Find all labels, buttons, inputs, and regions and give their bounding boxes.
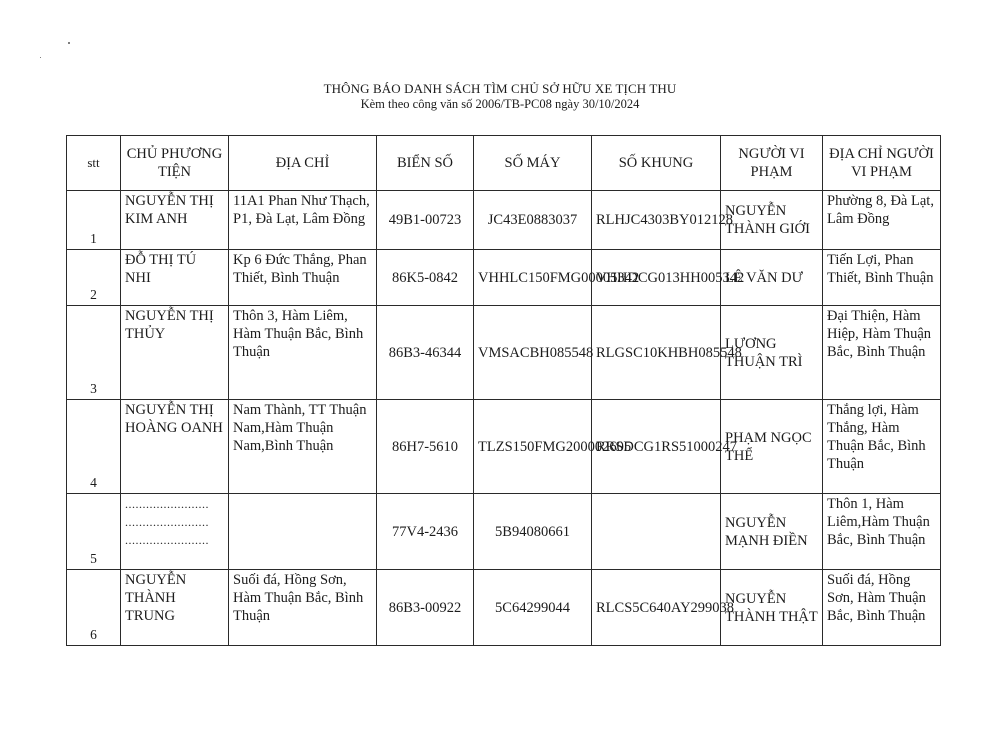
cell-plate: 77V4-2436 [377,494,474,570]
cell-violator: LƯƠNG THUẬN TRÌ [721,306,823,400]
document-subtitle: Kèm theo công văn số 2006/TB-PC08 ngày 30/10/2024 [360,97,640,111]
cell-stt: 2 [67,250,121,306]
table-row [67,494,941,570]
cell-owner: NGUYỄN THỊ KIM ANH [121,191,229,250]
cell-violator-address: Thôn 1, Hàm Liêm,Hàm Thuận Bắc, Bình Thuận [823,494,941,570]
cell-address: Thôn 3, Hàm Liêm, Hàm Thuận Bắc, Bình Thuận [229,306,377,400]
table-row [67,250,941,306]
cell-violator: PHẠM NGỌC THỂ [721,400,823,494]
owner-placeholder-line: ........................ [125,515,209,529]
cell-stt: 6 [67,570,121,646]
cell-violator: NGUYỄN MẠNH ĐIỀN [721,494,823,570]
cell-violator-address: Tiến Lợi, Phan Thiết, Bình Thuận [823,250,941,306]
cell-violator-address: Thắng lợi, Hàm Thắng, Hàm Thuận Bắc, Bình Thuận [823,400,941,494]
table-row [67,191,941,250]
cell-stt: 4 [67,400,121,494]
cell-frame [592,494,721,570]
cell-stt: 3 [67,306,121,400]
cell-plate: 86B3-00922 [377,570,474,646]
cell-plate: 86B3-46344 [377,306,474,400]
cell-violator: NGUYỄN THÀNH GIỚI [721,191,823,250]
header-address: ĐỊA CHỈ [229,136,377,191]
document-title: THÔNG BÁO DANH SÁCH TÌM CHỦ SỞ HỮU XE TỊCH THU [323,81,677,96]
table-header-row [67,136,941,191]
cell-plate: 49B1-00723 [377,191,474,250]
cell-address [229,494,377,570]
table-row [67,570,941,646]
header-violator-address: ĐỊA CHỈ NGƯỜI VI PHẠM [823,136,941,191]
cell-frame: RRSDCG1RS51000247 [592,400,721,494]
header-stt: stt [67,136,121,191]
owner-placeholder-line: ........................ [125,533,209,547]
cell-plate: 86K5-0842 [377,250,474,306]
cell-engine: 5B94080661 [474,494,592,570]
cell-address: 11A1 Phan Như Thạch, P1, Đà Lạt, Lâm Đồng [229,191,377,250]
owner-placeholder-line: ........................ [125,497,209,511]
cell-owner: NGUYỄN THÀNH TRUNG [121,570,229,646]
cell-violator-address: Đại Thiện, Hàm Hiệp, Hàm Thuận Bắc, Bình Thuận [823,306,941,400]
cell-engine: TLZS150FMG200002605 [474,400,592,494]
cell-address: Kp 6 Đức Thắng, Phan Thiết, Bình Thuận [229,250,377,306]
header-engine: SỐ MÁY [474,136,592,191]
cell-address: Nam Thành, TT Thuận Nam,Hàm Thuận Nam,Bình Thuận [229,400,377,494]
cell-owner: ĐỖ THỊ TÚ NHI [121,250,229,306]
cell-address: Suối đá, Hồng Sơn, Hàm Thuận Bắc, Bình Thuận [229,570,377,646]
header-plate: BIỂN SỐ [377,136,474,191]
scan-speck [40,57,41,58]
table-row [67,306,941,400]
cell-frame: VHHDCG013HH005342 [592,250,721,306]
header-owner: CHỦ PHƯƠNG TIỆN [121,136,229,191]
cell-violator: NGUYỄN THÀNH THẬT [721,570,823,646]
cell-violator-address: Suối đá, Hồng Sơn, Hàm Thuận Bắc, Bình Thuận [823,570,941,646]
cell-violator: LÊ VĂN DƯ [721,250,823,306]
cell-plate: 86H7-5610 [377,400,474,494]
cell-stt: 1 [67,191,121,250]
cell-stt: 5 [67,494,121,570]
cell-violator-address: Phường 8, Đà Lạt, Lâm Đồng [823,191,941,250]
cell-frame: RLHJC4303BY012128 [592,191,721,250]
cell-engine: VMSACBH085548 [474,306,592,400]
cell-owner: NGUYỄN THỊ THỦY [121,306,229,400]
cell-owner [121,494,229,570]
header-frame: SỐ KHUNG [592,136,721,191]
cell-engine: 5C64299044 [474,570,592,646]
vehicle-owner-table [66,135,941,646]
table-row [67,400,941,494]
cell-engine: JC43E0883037 [474,191,592,250]
scan-speck [68,42,70,44]
cell-engine: VHHLC150FMG00005342 [474,250,592,306]
header-violator: NGƯỜI VI PHẠM [721,136,823,191]
cell-frame: RLCS5C640AY299038 [592,570,721,646]
cell-frame: RLGSC10KHBH085548 [592,306,721,400]
cell-owner: NGUYỄN THỊ HOÀNG OANH [121,400,229,494]
